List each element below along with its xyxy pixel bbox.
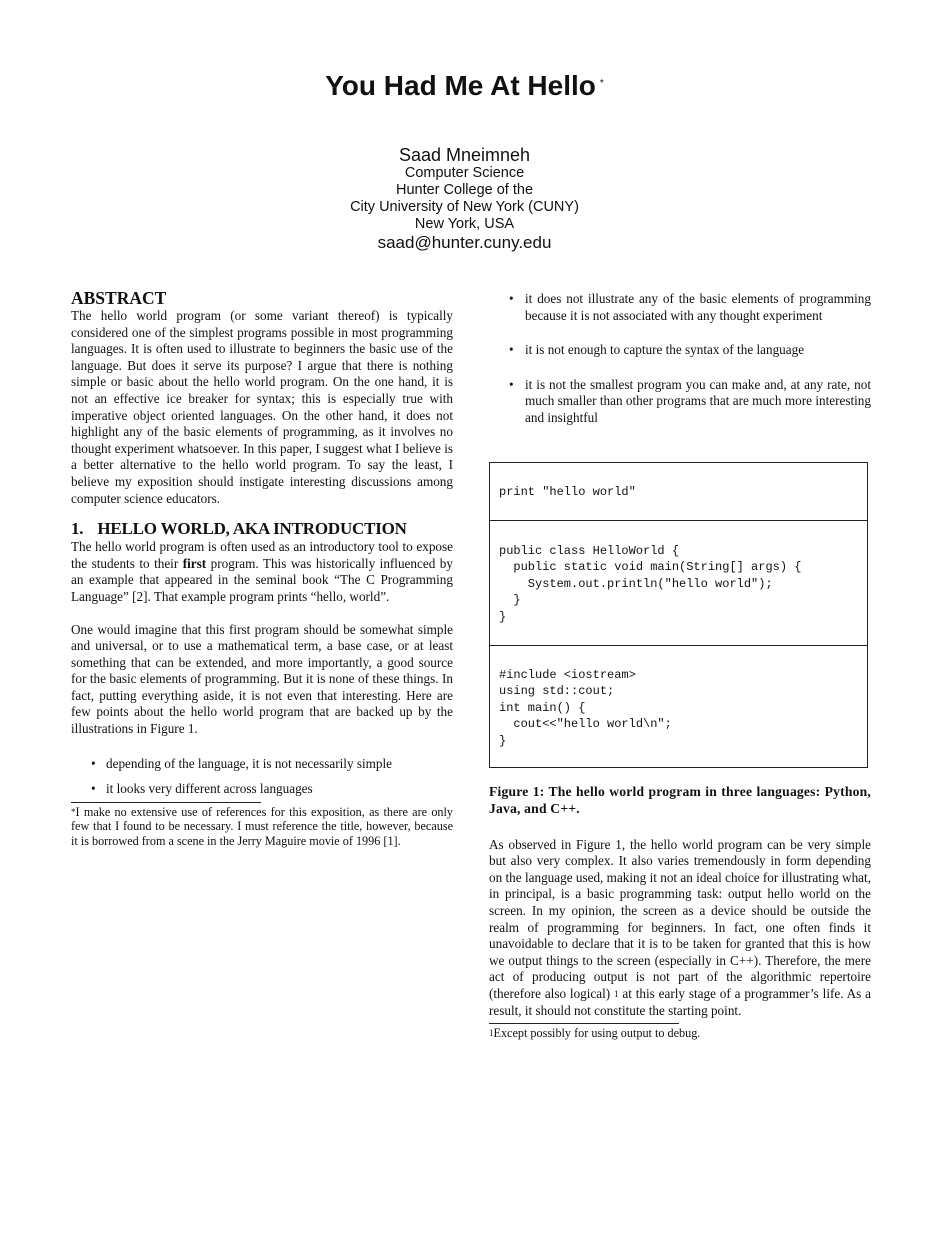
list-item: • it is not the smallest program you can make and, at any rate, not much smaller than other programs that are much more interesting and insightful [489,377,871,427]
list-item: • it is not enough to capture the syntax of the language [489,342,871,359]
author-block [0,145,929,253]
footnote-rule [71,802,261,803]
paper-title [0,68,929,104]
section-1-paragraph-2: One would imagine that this first program should be somewhat simple and universal, or to use a mathematical term, a base case, or at least something that can be extended, and more importantly, a good source for the basic elements of programming. But it is none of these things. In fact, putting everything aside, it is not even that interesting. Here are few points about the hello world program that are backed up by the illustrations in Figure 1. [71,621,453,737]
abstract-text: The hello world program (or some variant thereof) is typically considered one of the simplest programs possible in most programming languages. It is often used to illustrate to beginners the basic use of the language. But does it serve its purpose? I argue that there is nothing simple or basic about the hello world program. On the one hand, it is not an effective ice breaker for syntax; this is especially true with imperative object oriented languages. On the other hand, it does not highlight any of the basic elements of programming, as it involves no thought experiment whatsoever. In this paper, I suggest what I believe is a better alternative to the hello world program. To say the least, I believe my exposition should instigate interesting discussions among computer science educators. [71,308,453,506]
list-item: • it looks very different across languages [71,781,453,798]
author-institution-2: City University of New York (CUNY) [350,199,579,215]
para3-text-a: As observed in Figure 1, the hello world program can be very simple but also very complex. It also varies tremendously in form depending on the language used, making it not an ideal choice for illustrating what, in principal, is a basic programming task: output hello world on the screen. In my opinion, the screen as a device should be outside the realm of programming for beginners. In fact, one often finds it unavoidable to declare that it is to be taken for granted that this is how we output things to the screen (especially in C++). Therefore, the mere act of producing output is not part of the algorithmic repertoire (therefore also logical) [489,836,871,1001]
bullet-list-left [71,756,453,798]
code-python: print "hello world" [499,484,636,499]
para3-text-b: at this early stage of a programmer’s life. As a result, it should not constitute the starting point. [489,985,871,1018]
author-institution-1: Hunter College of the [395,182,534,198]
footnote-star-mark: * [71,806,76,817]
section-1-heading [71,519,453,539]
code-cpp: #include <iostream> using std::cout; int main() { cout<<"hello world\n"; } [490,645,867,767]
para1-text-a: The hello world program is often used as an introductory tool to expose the students to their [71,539,453,571]
section-1-title: HELLO WORLD, AKA INTRODUCTION [97,519,407,539]
footnote-rule [489,1023,679,1024]
section-1-number: 1. [71,519,84,539]
author-department: Computer Science [404,165,525,181]
title-text: You Had Me At Hello [325,70,596,101]
figure-1-code-box [489,462,868,768]
bullet-list-right [489,291,871,427]
author-email: saad@hunter.cuny.edu [377,233,552,252]
footnote-1 [489,1026,871,1040]
title-footnote-mark: * [599,78,604,89]
footnote-star [71,805,453,848]
footnote-star-text: I make no extensive use of references for this exposition, as there are only few that I found to be necessary. I must reference the title, however, because it is borrowed from a scene in the Jerry Maguire movie of 1996 [1]. [71,804,453,848]
author-location: New York, USA [414,216,515,232]
code-java: public class HelloWorld { public static void main(String[] args) { System.out.println("hello world"); } } [490,520,867,645]
paragraph-3 [489,837,871,1020]
author-name: Saad Mneimneh [398,145,531,165]
para1-bold-word: first [182,555,207,571]
footnote-1-text: Except possibly for using output to debug. [493,1026,701,1041]
list-item: • depending of the language, it is not necessarily simple [71,756,453,773]
right-column [489,291,871,1041]
figure-1-caption: Figure 1: The hello world program in three languages: Python, Java, and C++. [489,783,871,816]
left-column [71,288,453,848]
footnote-1-ref: 1 [614,988,619,999]
list-item: • it does not illustrate any of the basic elements of programming because it is not associated with any thought experiment [489,291,871,324]
abstract-heading: ABSTRACT [71,288,167,308]
para1-text-b: program. This was historically influenced by an example that appeared in the seminal book “The C Programming Language” [2]. That example program prints “hello, world”. [71,555,453,604]
footnote-1-mark: 1 [489,1028,494,1039]
section-1-paragraph-1 [71,539,453,605]
